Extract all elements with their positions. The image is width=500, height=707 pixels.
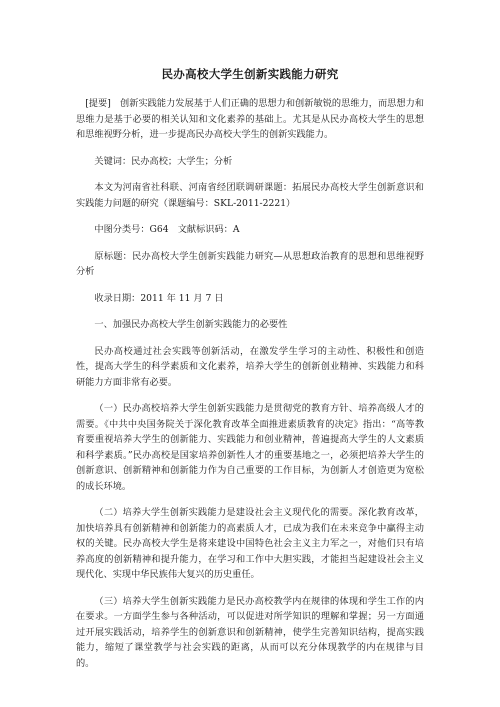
keywords: 关键词：民办高校；大学生；分析 [94, 155, 233, 167]
body-paragraph: 民办高校通过社会实践等创新活动，在激发学生学习的主动性、积极性和创造性，提高大学生的科学素质和文化素养，培养大学生的创新创业精神、实践能力和科研能力方面非常有必要。 [76, 345, 424, 388]
abstract: [提要] 创新实践能力发展基于人们正确的思想力和创新敏锐的思维力，而思想力和思维力是基于必要的相关认知和文化素养的基础上。尤其是从民办高校大学生的思想和思维视野分析，进一步提高民办高校大学生的创新实践能力。 [76, 98, 424, 140]
classification: 中图分类号：G64 文献标识码：A [94, 224, 240, 235]
original-title: 原标题：民办高校大学生创新实践能力研究—从思想政治教育的思想和思维视野分析 [76, 250, 424, 277]
received-date: 收录日期：2011 年 11 月 7 日 [94, 292, 224, 304]
paper-title: 民办高校大学生创新实践能力研究 [161, 67, 339, 81]
funding-note: 本文为河南省社科联、河南省经团联调研课题：拓展民办高校大学生创新意识和实践能力问题的研究（课题编号：SKL-2011-2221） [76, 182, 424, 209]
body-paragraph: （一）民办高校培养大学生创新实践能力是贯彻党的教育方针、培养高级人才的需要。《中共中央国务院关于深化教育改革全面推进素质教育的决定》指出：“高等教育要重视培养大学生的创新能力、实践能力和创业精神，普遍提高大学生的人文素质和科学素质。”民办高校是国家培养创新性人才的重要基地之一，必须把培养大学生的创新意识、创新精神和创新能力作为自己重要的工作目标，为创新人才创造更为宽松的成长环境。 [76, 403, 424, 492]
body-paragraph: （二）培养大学生创新实践能力是建设社会主义现代化的需要。深化教育改革，加快培养具有创新精神和创新能力的高素质人才，已成为我们在未来竞争中赢得主动权的关键。民办高校大学生是将来建设中国特色社会主义主力军之一，对他们只有培养高度的创新精神和提升能力，在学习和工作中大胆实践，才能担当起建设社会主义现代化、实现中华民族伟大复兴的历史重任。 [76, 507, 424, 580]
body-paragraph: （三）培养大学生创新实践能力是民办高校教学内在规律的体现和学生工作的内在要求。一方面学生参与各种活动，可以促进对所学知识的理解和掌握；另一方面通过开展实践活动，培养学生的创新意识和创新精神，使学生完善知识结构，提高实践能力，缩短了课堂教学与社会实践的距离，从而可以充分体现教学的内在规律与目的。 [76, 595, 424, 669]
section-heading: 一、加强民办高校大学生创新实践能力的必要性 [94, 319, 288, 330]
